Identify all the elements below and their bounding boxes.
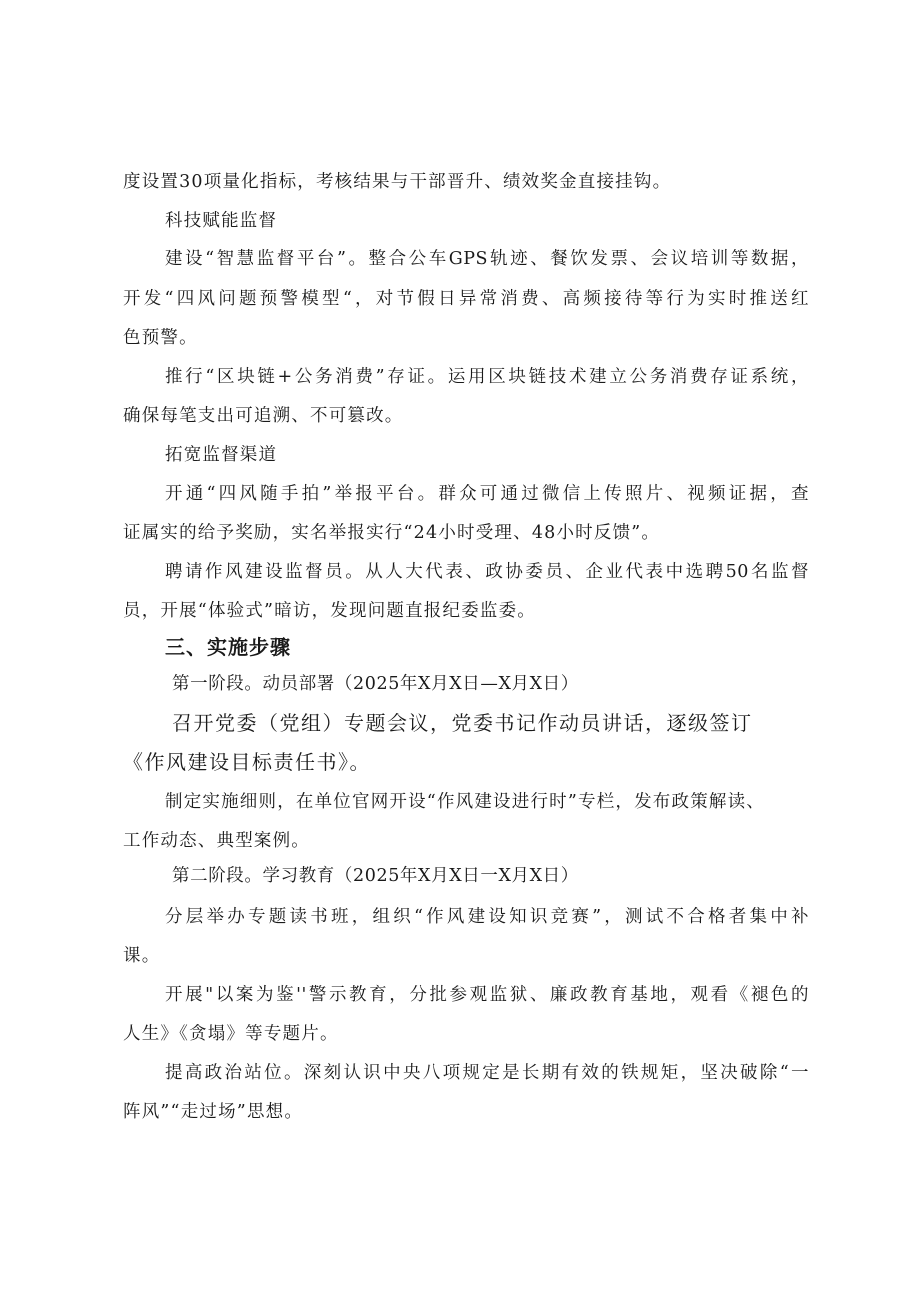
paragraph-line: 召开党委（党组）专题会议，党委书记作动员讲话，逐级签订 [172, 711, 753, 735]
paragraph-line: 《作风建设目标责任书》。 [123, 750, 371, 774]
paragraph-line: 推行“区块链+公务消费”存证。运用区块链技术建立公务消费存证系统， [165, 367, 809, 387]
stage-title: 第一阶段。动员部署（2025年X月X日—X月X日） [172, 674, 579, 694]
paragraph-line: 工作动态、典型案例。 [123, 831, 310, 851]
paragraph-line: 确保每笔支出可追溯、不可篡改。 [123, 406, 404, 426]
paragraph-line: 开发“四风问题预警模型“，对节假日异常消费、高频接待等行为实时推送红 [123, 289, 809, 309]
paragraph-line: 制定实施细则，在单位官网开设“作风建设进行时”专栏，发布政策解读、 [165, 792, 765, 812]
subsection-title: 科技赋能监督 [165, 211, 278, 231]
paragraph-line: 色预警。 [123, 328, 198, 348]
paragraph-line: 阵风”“走过场”思想。 [123, 1102, 304, 1122]
paragraph-line: 度设置30项量化指标，考核结果与干部晋升、绩效奖金直接挂钩。 [123, 172, 672, 192]
paragraph-line: 提高政治站位。深刻认识中央八项规定是长期有效的铁规矩，坚决破除“一 [165, 1063, 809, 1083]
paragraph-line: 聘请作风建设监督员。从人大代表、政协委员、企业代表中选聘50名监督 [165, 562, 809, 582]
paragraph-line: 开展"以案为鉴''警示教育，分批参观监狱、廉政教育基地，观看《褪色的 [165, 985, 809, 1005]
subsection-title: 拓宽监督渠道 [165, 445, 278, 465]
paragraph-line: 开通“四风随手拍”举报平台。群众可通过微信上传照片、视频证据，查 [165, 484, 809, 504]
stage-title: 第二阶段。学习教育（2025年X月X日一X月X日） [172, 866, 579, 886]
paragraph-line: 课。 [123, 946, 161, 966]
paragraph-line: 人生》《贪塌》等专题片。 [123, 1024, 339, 1044]
paragraph-line: 证属实的给予奖励，实名举报实行“24小时受理、48小时反馈”。 [123, 523, 661, 543]
section-heading: 三、实施步骤 [165, 635, 291, 659]
paragraph-line: 分层举办专题读书班，组织“作风建设知识竞赛”，测试不合格者集中补 [165, 907, 809, 927]
paragraph-line: 建设“智慧监督平台”。整合公车GPS轨迹、餐饮发票、会议培训等数据， [165, 249, 809, 269]
paragraph-line: 员，开展“体验式”暗访，发现问题直报纪委监委。 [123, 601, 536, 621]
